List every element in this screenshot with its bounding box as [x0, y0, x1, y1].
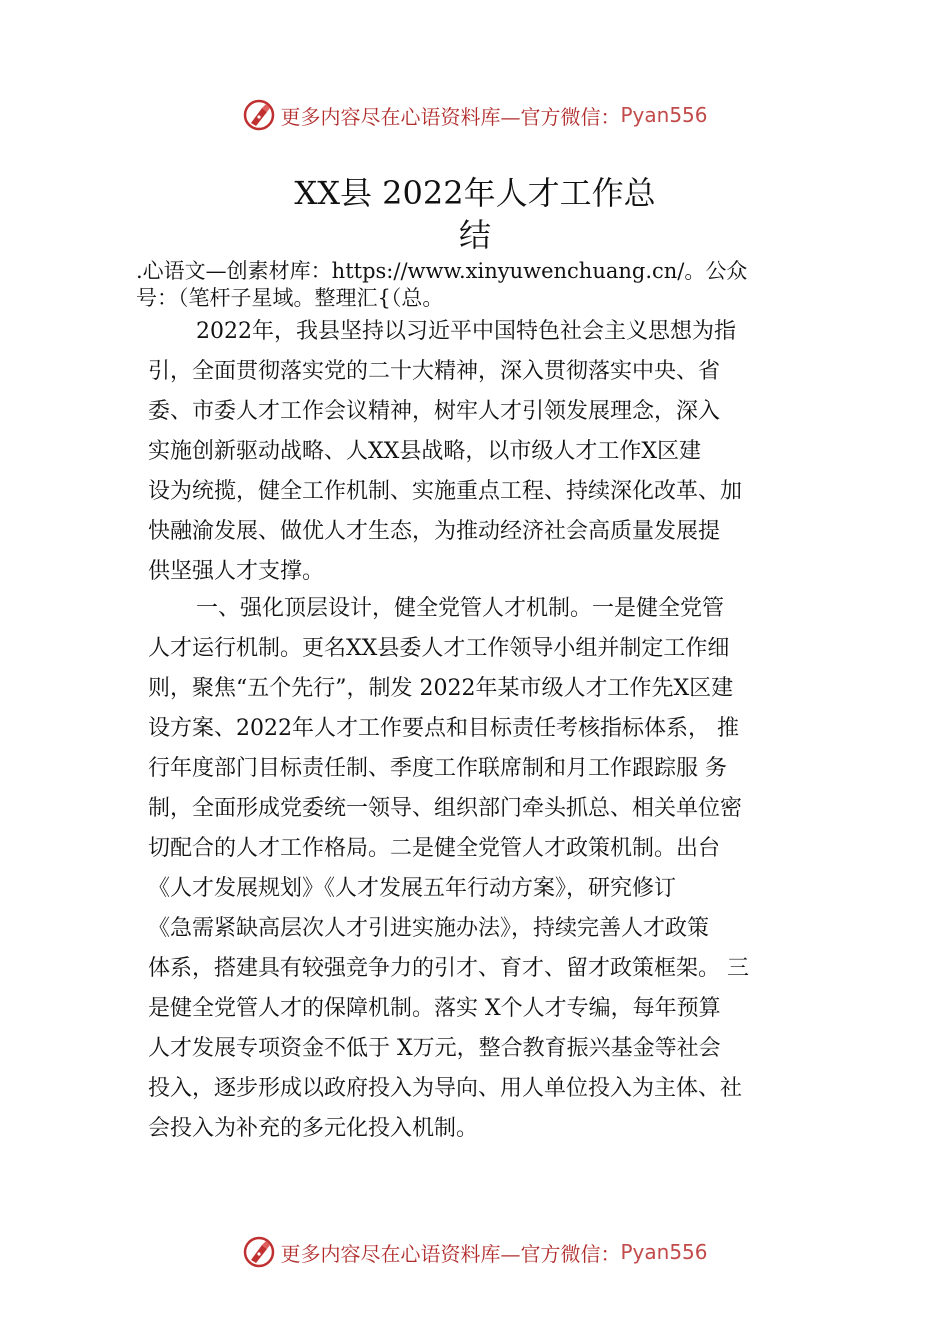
paragraph-section-one: [148, 589, 838, 1149]
banner-wechat-id: Pyan556: [620, 1240, 708, 1264]
text-line: 则，聚焦“五个先行”，制发 2022年某市级人才工作先X区建: [148, 676, 734, 701]
text-line: 引，全面贯彻落实党的二十大精神，深入贯彻落实中央、省: [148, 359, 721, 384]
text-line: 实施创新驱动战略、人XX县战略，以市级人才工作X区建: [148, 439, 701, 464]
text-line: 一、强化顶层设计，健全党管人才机制。一是健全党管: [196, 596, 725, 621]
text-line: 设方案、2022年人才工作要点和目标责任考核指标体系， 推: [148, 716, 739, 741]
text-line: 制，全面形成党委统一领导、组织部门牵头抓总、相关单位密: [148, 796, 743, 821]
text-line: 体系，搭建具有较强竞争力的引才、育才、留才政策框架。 三: [148, 956, 749, 981]
document-title: XX县 2022年人才工作总: [294, 174, 656, 212]
banner-wechat-id: Pyan556: [620, 103, 708, 127]
text-line: 《急需紧缺高层次人才引进实施办法》，持续完善人才政策: [148, 916, 710, 941]
text-line: 《人才发展规划》《人才发展五年行动方案》，研究修订: [148, 876, 677, 901]
text-line: 快融渝发展、做优人才生态，为推动经济社会高质量发展提: [148, 519, 721, 544]
banner-text: 更多内容尽在心语资料库—官方微信：: [280, 104, 621, 129]
text-line: 切配合的人才工作格局。二是健全党管人才政策机制。出台: [148, 836, 721, 861]
text-line: 委、市委人才工作会议精神，树牢人才引领发展理念，深入: [148, 399, 721, 424]
footer-banner: [0, 1232, 950, 1272]
text-line: 投入，逐步形成以政府投入为导向、用人单位投入为主体、社: [148, 1076, 743, 1101]
text-line: 人才发展专项资金不低于 X万元，整合教育振兴基金等社会: [148, 1036, 721, 1061]
text-line: 是健全党管人才的保障机制。落实 X个人才专编，每年预算: [148, 996, 721, 1021]
source-line: .心语文—创素材库：https://www.xinyuwenchuang.cn/。公众: [136, 259, 748, 283]
banner-text: 更多内容尽在心语资料库—官方微信：: [280, 1241, 621, 1266]
text-line: 行年度部门目标责任制、季度工作联席制和月工作跟踪服 务: [148, 756, 727, 781]
pen-nib-logo-icon: [242, 98, 276, 132]
document-title-continued: 结: [458, 216, 491, 254]
text-line: 供坚强人才支撑。: [148, 559, 325, 584]
paragraph-intro: [148, 312, 838, 592]
pen-nib-logo-icon: [242, 1235, 276, 1269]
header-banner: [0, 95, 950, 135]
text-line: 会投入为补充的多元化投入机制。: [148, 1116, 479, 1141]
text-line: 人才运行机制。更名XX县委人才工作领导小组并制定工作细: [148, 636, 730, 661]
text-line: 设为统揽，健全工作机制、实施重点工程、持续深化改革、加: [148, 479, 743, 504]
source-line: 号：（笔杆子星域。整理汇{（总。: [136, 286, 444, 310]
text-line: 2022年，我县坚持以习近平中国特色社会主义思想为指: [196, 319, 736, 344]
